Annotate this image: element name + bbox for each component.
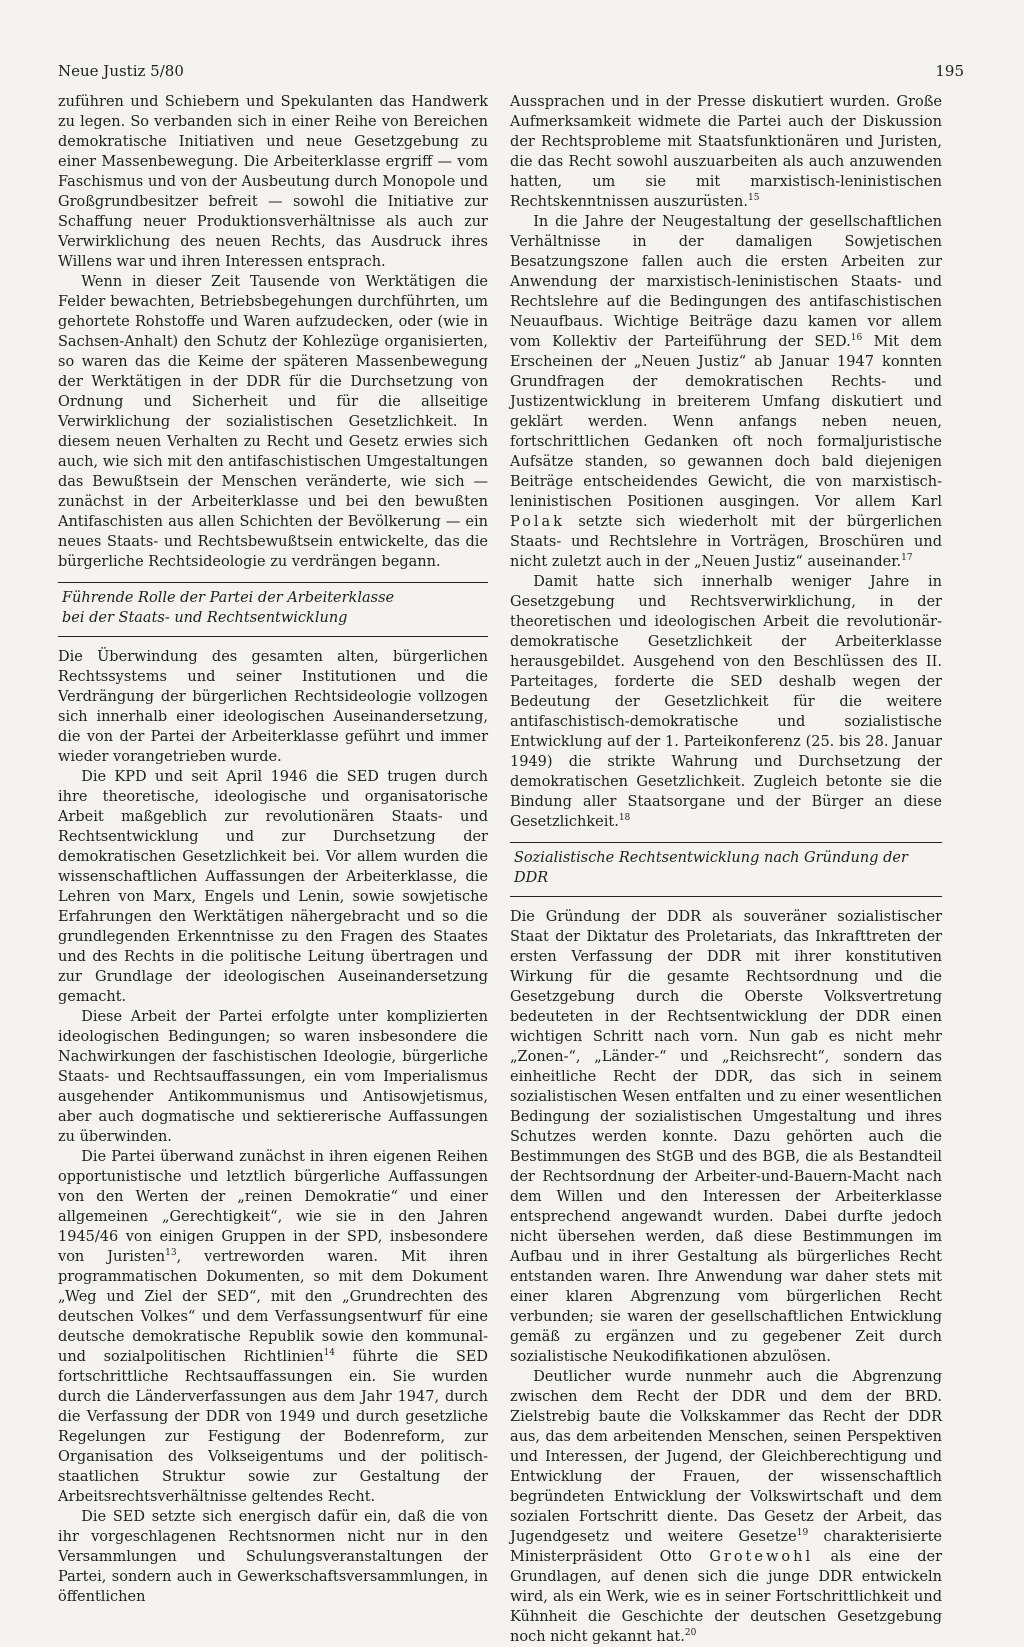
journal-title: Neue Justiz 5/80 <box>58 62 184 80</box>
paragraph: Wenn in dieser Zeit Tausende von Werktätigen die Felder bewachten, Betriebsbegehungen durchführten, um gehortete Rohstoffe und Waren aufzudecken, oder (wie in Sachsen-Anhalt) den Schutz der Kohlezüge organisierten, so waren das die Keime der späteren Massenbewegung der Werktätigen in der DDR für die Durchsetzung von Ordnung und Sicherheit und für die allseitige Verwirklichung der sozialistischen Gesetzlichkeit. In diesem neuen Verhalten zu Recht und Gesetz erwies sich auch, wie sich mit den antifaschistischen Umgestaltungen das Bewußtsein der Menschen veränderte, wie sich — zunächst in der Arbeiterklasse und bei den bewußten Antifaschisten aus allen Schichten der Bevölkerung — ein neues Staats- und Rechtsbewußtsein entwickelte, das die bürgerliche Rechtsideologie zu verdrängen begann. <box>58 274 488 570</box>
paragraph <box>510 212 942 572</box>
text-run: Deutlicher wurde nunmehr auch die Abgrenzung zwischen dem Recht der DDR und dem der BRD. Zielstrebig baute die Volkskammer das Recht der DDR aus, das dem arbeitenden Menschen, seinen Perspektiven und Interessen, der Jugend, der Gleichberechtigung und Entwicklung der Frauen, der wissenschaftlich begründeten Entwicklung der Volkswirtschaft und dem sozialen Fortschritt diente. Das Gesetz der Arbeit, das Jugendgesetz und weitere Gesetze <box>510 1369 942 1545</box>
left-column <box>58 92 488 1607</box>
paragraph: zuführen und Schiebern und Spekulanten das Handwerk zu legen. So verbanden sich in einer Reihe von Bereichen demokratische Initiativen und neue Gesetzgebung zu einer Massenbewegung. Die Arbeiterklasse ergriff — vom Faschismus und von der Ausbeutung durch Monopole und Großgrundbesitzer befreit — sowohl die Initiative zur Schaffung neuer Produktionsverhältnisse als auch zur Verwirklichung des neuen Rechts, das Ausdruck ihres Willens war und ihren Interessen entsprach. <box>58 94 488 270</box>
footnote-ref: 18 <box>618 813 631 824</box>
paragraph: Die Gründung der DDR als souveräner sozialistischer Staat der Diktatur des Proletariats, das Inkrafttreten der ersten Verfassung der DDR mit ihrer konstitutiven Wirkung für die gesamte Rechtsordnung und die Gesetzgebung durch die Oberste Volksvertretung bedeuteten in der Rechtsentwicklung der DDR einen wichtigen Schritt nach vorn. Nun gab es nicht mehr „Zonen-“, „Länder-“ und „Reichsrecht“, sondern das einheitliche Recht der DDR, das sich in seinem sozialistischen Wesen entfalten und zu einer wesentlichen Bedingung der sozialistischen Umgestaltung und ihres Schutzes werden konnte. Dazu gehörten auch die Bestimmungen des StGB und des BGB, die als Bestandteil der Rechtsordnung der Arbeiter-und-Bauern-Macht nach dem Willen und den Interessen der Arbeiterklasse entsprechend angewandt wurden. Dabei durfte jedoch nicht übersehen werden, daß diese Bestimmungen im Aufbau und in ihrer Gestaltung als bürgerliches Recht entstanden waren. Ihre Anwendung war daher stets mit einer klaren Abgrenzung vom bürgerlichen Recht verbunden; sie waren der gesellschaftlichen Entwicklung gemäß zu ergänzen und zu gegebener Zeit durch sozialistische Neukodifikationen abzulösen. <box>510 909 942 1365</box>
page-number: 195 <box>935 62 964 80</box>
footnote-ref: 20 <box>684 1628 697 1639</box>
text-run: Damit hatte sich innerhalb weniger Jahre in Gesetzgebung und Rechtsverwirklichung, in der theoretischen und ideologischen Arbeit die revolutionär-demokratische Gesetzlichkeit der Arbeiterklasse herausgebildet. Ausgehend von den Beschlüssen des II. Parteitages, forderte die SED deshalb wegen der Bedeutung der Gesetzlichkeit für die weitere antifaschistisch-demokratische und sozialistische Entwicklung auf der 1. Parteikonferenz (25. bis 28. Januar 1949) die strikte Wahrung und Durchsetzung der demokratischen Gesetzlichkeit. Zugleich betonte sie die Bindung aller Staatsorgane und der Bürger an diese Gesetzlichkeit. <box>510 574 942 830</box>
spaced-name: Grotewohl <box>709 1549 814 1565</box>
text-run: Mit dem Erscheinen der „Neuen Justiz“ ab Januar 1947 konnten Grundfragen der demokratischen Rechts- und Justizentwicklung in breiterem Umfang diskutiert und geklärt werden. Wenn anfangs neben neuen, fortschrittlichen Gedanken oft noch formaljuristische Aufsätze standen, so gewannen doch bald diejenigen Beiträge entscheidendes Gewicht, die von marxistisch-leninistischen Positionen ausgingen. Vor allem Karl <box>510 334 942 510</box>
footnote-ref: 16 <box>850 333 863 344</box>
footnote-ref: 13 <box>165 1248 177 1259</box>
paragraph: Die Überwindung des gesamten alten, bürgerlichen Rechtssystems und seiner Institutionen und die Verdrängung der bürgerlichen Rechtsideologie vollzogen sich innerhalb einer ideologischen Auseinandersetzung, die von der Partei der Arbeiterklasse geführt und immer wieder vorangetrieben wurde. <box>58 649 488 765</box>
section-heading <box>510 842 942 897</box>
spaced-name: Polak <box>510 514 565 530</box>
paragraph: Die KPD und seit April 1946 die SED trugen durch ihre theoretische, ideologische und organisatorische Arbeit maßgeblich zur revolutionären Staats- und Rechtsentwicklung und zur Durchsetzung der demokratischen Gesetzlichkeit bei. Vor allem wurden die wissenschaftlichen Auffassungen der Arbeiterklasse, die Lehren von Marx, Engels und Lenin, sowie sowjetische Erfahrungen den Werktätigen nähergebracht und so die grundlegenden Erkenntnisse zu den Fragen des Staates und des Rechts in die politische Leitung übertragen und zur Grundlage der ideologischen Auseinandersetzung gemacht. <box>58 769 488 1005</box>
section-heading-line: bei der Staats- und Rechtsentwicklung <box>62 610 348 626</box>
text-run: charakterisierte Ministerpräsident Otto <box>510 1529 942 1565</box>
footnote-ref: 15 <box>747 193 760 204</box>
running-header <box>58 60 964 82</box>
section-heading <box>58 582 488 637</box>
paragraph: Die SED setzte sich energisch dafür ein, daß die von ihr vorgeschlagenen Rechtsnormen nicht nur in den Versammlungen und Schulungsveranstaltungen der Partei, sondern auch in Gewerkschaftsversammlungen, in öffentlichen <box>58 1509 488 1605</box>
section-heading-line: Sozialistische Rechtsentwicklung nach Gründung der DDR <box>514 850 908 886</box>
text-run: Aussprachen und in der Presse diskutiert wurden. Große Aufmerksamkeit widmete die Partei auch der Diskussion der Rechtsprobleme mit Staatsfunktionären und Juristen, die das Recht sowohl auszuarbeiten als auch anzuwenden hatten, um sie mit marxistisch-leninistischen Rechtskenntnissen auszurüsten. <box>510 94 942 210</box>
text-run: , vertreworden waren. Mit ihren programmatischen Dokumenten, so mit dem Dokument „Weg und Ziel der SED“, mit den „Grundrechten des deutschen Volkes“ und dem Verfassungsentwurf für eine deutsche demokratische Republik sowie den kommunal- und sozialpolitischen Richtlinien <box>58 1249 488 1365</box>
paragraph <box>510 572 942 832</box>
text-run: In die Jahre der Neugestaltung der gesellschaftlichen Verhältnisse in der damaligen Sowjetischen Besatzungszone fallen auch die ersten Arbeiten zur Anwendung der marxistisch-leninistischen Staats- und Rechtslehre auf die Bedingungen des antifaschistischen Neuaufbaus. Wichtige Beiträge dazu kamen vor allem vom Kollektiv der Parteiführung der SED. <box>510 214 942 350</box>
footnote-ref: 17 <box>901 553 913 564</box>
paragraph <box>510 1367 942 1647</box>
text-run: Die Partei überwand zunächst in ihren eigenen Reihen opportunistische und letztlich bürgerliche Auffassungen von den Werten der „reinen Demokratie“ und einer allgemeinen „Gerechtigkeit“, wie sie in den Jahren 1945/46 von einigen Gruppen in der SPD, insbesondere von Juristen <box>58 1149 488 1265</box>
footnote-ref: 19 <box>796 1528 809 1539</box>
text-run: führte die SED fortschrittliche Rechtsauffassungen ein. Sie wurden durch die Länderverfassungen aus dem Jahr 1947, durch die Verfassung der DDR von 1949 und durch gesetzliche Regelungen zur Festigung der Bodenreform, zur Organisation des Volkseigentums und der politisch-staatlichen Struktur sowie zur Gestaltung der Arbeitsrechtsverhältnisse geltendes Recht. <box>58 1349 488 1505</box>
text-run: als eine der Grundlagen, auf denen sich die junge DDR entwickeln wird, als ein Werk, wie es in seiner Fortschrittlichkeit und Kühnheit die Geschichte der deutschen Gesetzgebung noch nicht gekannt hat. <box>510 1549 942 1645</box>
section-heading-line: Führende Rolle der Partei der Arbeiterklasse <box>62 590 395 606</box>
paragraph <box>510 92 942 212</box>
right-column <box>510 92 942 1647</box>
text-run: setzte sich wiederholt mit der bürgerlichen Staats- und Rechtslehre in Vorträgen, Broschüren und nicht zuletzt auch in der „Neuen Justiz“ auseinander. <box>510 514 942 570</box>
paragraph: Diese Arbeit der Partei erfolgte unter komplizierten ideologischen Bedingungen; so waren insbesondere die Nachwirkungen der faschistischen Ideologie, bürgerliche Staats- und Rechtsauffassungen, ein vom Imperialismus ausgehender Antikommunismus und Antisowjetismus, aber auch dogmatische und sektiererische Auffassungen zu überwinden. <box>58 1009 488 1145</box>
footnote-ref: 14 <box>323 1348 336 1359</box>
paragraph <box>58 1147 488 1507</box>
